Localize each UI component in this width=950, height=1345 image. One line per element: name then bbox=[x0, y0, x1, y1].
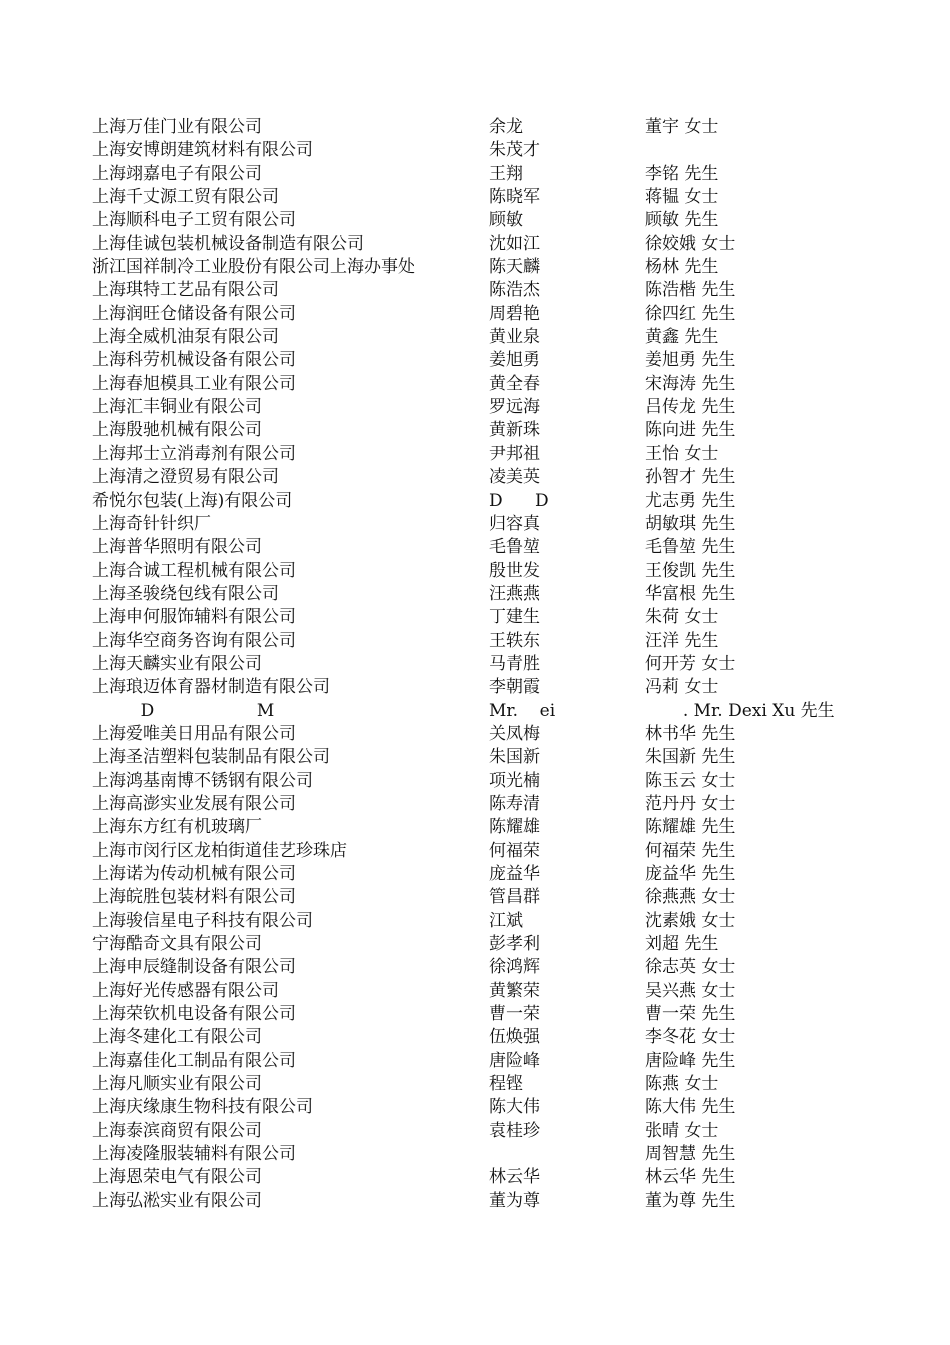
legal-representative-cell: 管昌群 bbox=[489, 887, 540, 908]
legal-representative-cell: 黄新珠 bbox=[489, 420, 540, 441]
table-row bbox=[0, 536, 950, 559]
contact-person-cell: 范丹丹 女士 bbox=[645, 793, 736, 814]
table-row bbox=[0, 793, 950, 816]
contact-person-cell: 徐四红 先生 bbox=[645, 303, 736, 324]
legal-representative-cell: 陈浩杰 bbox=[489, 280, 540, 301]
company-name-cell: 浙江国祥制冷工业股份有限公司上海办事处 bbox=[92, 257, 415, 278]
table-row bbox=[0, 373, 950, 396]
table-row bbox=[0, 303, 950, 326]
company-name-cell: 上海春旭模具工业有限公司 bbox=[92, 373, 296, 394]
company-contact-sheet bbox=[0, 116, 950, 1213]
contact-person-cell: 吴兴燕 女士 bbox=[645, 980, 736, 1001]
company-name-cell: 上海冬建化工有限公司 bbox=[92, 1027, 262, 1048]
legal-representative-cell: Mr. ei bbox=[489, 700, 556, 721]
legal-representative-cell: 凌美英 bbox=[489, 467, 540, 488]
legal-representative-cell: 毛鲁堃 bbox=[489, 537, 540, 558]
table-row bbox=[0, 606, 950, 629]
contact-person-cell: 董宇 女士 bbox=[645, 117, 719, 137]
legal-representative-cell: 朱国新 bbox=[489, 747, 540, 768]
table-row bbox=[0, 886, 950, 909]
company-name-cell: 上海天麟实业有限公司 bbox=[92, 653, 262, 674]
legal-representative-cell: 林云华 bbox=[489, 1167, 540, 1188]
table-row bbox=[0, 653, 950, 676]
legal-representative-cell: 马青胜 bbox=[489, 653, 540, 674]
table-row bbox=[0, 443, 950, 466]
company-name-cell: 上海泰滨商贸有限公司 bbox=[92, 1120, 262, 1141]
company-name-cell: 上海安博朗建筑材料有限公司 bbox=[92, 140, 313, 161]
company-name-cell: 上海圣骏绕包线有限公司 bbox=[92, 583, 279, 604]
table-row bbox=[0, 910, 950, 933]
legal-representative-cell: 曹一荣 bbox=[489, 1004, 540, 1025]
company-name-cell: 上海庆缘康生物科技有限公司 bbox=[92, 1097, 313, 1118]
table-row bbox=[0, 1166, 950, 1189]
table-row bbox=[0, 466, 950, 489]
legal-representative-cell: 董为尊 bbox=[489, 1190, 540, 1211]
company-name-cell: 上海荣钦机电设备有限公司 bbox=[92, 1004, 296, 1025]
contact-person-cell: 陈耀雄 先生 bbox=[645, 817, 736, 838]
legal-representative-cell: 朱茂才 bbox=[489, 140, 540, 161]
legal-representative-cell: 王翔 bbox=[489, 163, 523, 184]
legal-representative-cell: 陈大伟 bbox=[489, 1097, 540, 1118]
contact-person-cell: 华富根 先生 bbox=[645, 583, 736, 604]
contact-person-cell: 李铭 先生 bbox=[645, 163, 719, 184]
table-row bbox=[0, 1073, 950, 1096]
legal-representative-cell: 周碧艳 bbox=[489, 303, 540, 324]
contact-person-cell: 黄鑫 先生 bbox=[645, 327, 719, 348]
contact-person-cell: 毛鲁堃 先生 bbox=[645, 537, 736, 558]
legal-representative-cell: 彭孝利 bbox=[489, 934, 540, 955]
contact-person-cell: 尤志勇 先生 bbox=[645, 490, 736, 511]
table-row bbox=[0, 1050, 950, 1073]
table-row bbox=[0, 560, 950, 583]
legal-representative-cell: 程铿 bbox=[489, 1074, 523, 1095]
contact-person-cell: 朱荷 女士 bbox=[645, 607, 719, 628]
table-row bbox=[0, 349, 950, 372]
company-name-cell: 上海圣洁塑料包装制品有限公司 bbox=[92, 747, 330, 768]
contact-person-cell: 杨林 先生 bbox=[645, 257, 719, 278]
contact-person-cell: 董为尊 先生 bbox=[645, 1190, 736, 1211]
table-row bbox=[0, 279, 950, 302]
table-row bbox=[0, 933, 950, 956]
company-name-cell: 上海万佳门业有限公司 bbox=[92, 117, 262, 137]
table-row bbox=[0, 746, 950, 769]
contact-person-cell: 朱国新 先生 bbox=[645, 747, 736, 768]
company-name-cell: 上海凌隆服装辅料有限公司 bbox=[92, 1144, 296, 1165]
contact-person-cell: 孙智才 先生 bbox=[645, 467, 736, 488]
table-row bbox=[0, 1120, 950, 1143]
legal-representative-cell: 庞益华 bbox=[489, 864, 540, 884]
legal-representative-cell: 归容真 bbox=[489, 513, 540, 534]
company-name-cell: 上海皖胜包装材料有限公司 bbox=[92, 887, 296, 908]
company-name-cell: 上海琪特工艺品有限公司 bbox=[92, 280, 279, 301]
company-name-cell: 上海清之澄贸易有限公司 bbox=[92, 467, 279, 488]
table-row bbox=[0, 490, 950, 513]
company-name-cell: 上海恩荣电气有限公司 bbox=[92, 1167, 262, 1188]
table-row bbox=[0, 723, 950, 746]
legal-representative-cell: 黄繁荣 bbox=[489, 980, 540, 1001]
table-row bbox=[0, 980, 950, 1003]
table-row bbox=[0, 1143, 950, 1166]
table-row bbox=[0, 1190, 950, 1213]
contact-person-cell: 陈燕 女士 bbox=[645, 1074, 719, 1095]
contact-person-cell: 陈浩楷 先生 bbox=[645, 280, 736, 301]
company-name-cell: 宁海酷奇文具有限公司 bbox=[92, 934, 262, 955]
legal-representative-cell: 顾敏 bbox=[489, 210, 523, 231]
contact-person-cell: 徐志英 女士 bbox=[645, 957, 736, 978]
table-row bbox=[0, 513, 950, 536]
company-name-cell: 上海嘉佳化工制品有限公司 bbox=[92, 1050, 296, 1071]
legal-representative-cell: 陈耀雄 bbox=[489, 817, 540, 838]
table-row bbox=[0, 956, 950, 979]
company-name-cell: 上海好光传感器有限公司 bbox=[92, 980, 279, 1001]
contact-person-cell: 王俊凯 先生 bbox=[645, 560, 736, 581]
table-row bbox=[0, 1096, 950, 1119]
legal-representative-cell: 何福荣 bbox=[489, 840, 540, 861]
legal-representative-cell: 汪燕燕 bbox=[489, 583, 540, 604]
legal-representative-cell: 唐险峰 bbox=[489, 1050, 540, 1071]
company-name-cell: 上海申何服饰辅料有限公司 bbox=[92, 607, 296, 628]
company-name-cell: 上海东方红有机玻璃厂 bbox=[92, 817, 262, 838]
contact-person-cell: 陈向进 先生 bbox=[645, 420, 736, 441]
contact-person-cell: 王怡 女士 bbox=[645, 443, 719, 464]
company-name-cell: 上海科劳机械设备有限公司 bbox=[92, 350, 296, 371]
contact-person-cell: 宋海涛 先生 bbox=[645, 373, 736, 394]
contact-person-cell: 庞益华 先生 bbox=[645, 864, 736, 884]
company-name-cell: 上海全威机油泵有限公司 bbox=[92, 327, 279, 348]
table-row bbox=[0, 256, 950, 279]
contact-person-cell: 吕传龙 先生 bbox=[645, 397, 736, 418]
company-name-cell: 上海千丈源工贸有限公司 bbox=[92, 187, 279, 208]
table-row bbox=[0, 233, 950, 256]
company-name-cell: 上海合诚工程机械有限公司 bbox=[92, 560, 296, 581]
contact-person-cell: 周智慧 先生 bbox=[645, 1144, 736, 1165]
table-row bbox=[0, 186, 950, 209]
contact-person-cell: 陈大伟 先生 bbox=[645, 1097, 736, 1118]
legal-representative-cell: 姜旭勇 bbox=[489, 350, 540, 371]
table-row bbox=[0, 1003, 950, 1026]
legal-representative-cell: 黄全春 bbox=[489, 373, 540, 394]
legal-representative-cell: 黄业泉 bbox=[489, 327, 540, 348]
contact-person-cell: 徐姣娥 女士 bbox=[645, 233, 736, 254]
contact-person-cell: 姜旭勇 先生 bbox=[645, 350, 736, 371]
legal-representative-cell: 陈寿清 bbox=[489, 793, 540, 814]
company-name-cell: 上海汇丰铜业有限公司 bbox=[92, 397, 262, 418]
contact-person-cell: . Mr. Dexi Xu 先生 bbox=[645, 700, 835, 721]
contact-person-cell: 林书华 先生 bbox=[645, 723, 736, 744]
contact-person-cell: 沈素娥 女士 bbox=[645, 910, 736, 931]
table-row bbox=[0, 630, 950, 653]
contact-person-cell: 胡敏琪 先生 bbox=[645, 513, 736, 534]
contact-person-cell: 何开芳 女士 bbox=[645, 653, 736, 674]
table-row bbox=[0, 863, 950, 886]
table-row bbox=[0, 139, 950, 162]
company-name-cell: 上海市闵行区龙柏街道佳艺珍珠店 bbox=[92, 840, 347, 861]
legal-representative-cell: 王轶东 bbox=[489, 630, 540, 651]
legal-representative-cell: 尹邦祖 bbox=[489, 443, 540, 464]
table-row bbox=[0, 700, 950, 723]
table-row bbox=[0, 326, 950, 349]
company-name-cell: 上海爱唯美日用品有限公司 bbox=[92, 723, 296, 744]
table-row bbox=[0, 583, 950, 606]
legal-representative-cell: 余龙 bbox=[489, 117, 523, 137]
table-row bbox=[0, 676, 950, 699]
company-name-cell: 上海华空商务咨询有限公司 bbox=[92, 630, 296, 651]
company-name-cell: 上海顺科电子工贸有限公司 bbox=[92, 210, 296, 231]
table-row bbox=[0, 396, 950, 419]
table-row bbox=[0, 816, 950, 839]
contact-person-cell: 何福荣 先生 bbox=[645, 840, 736, 861]
company-name-cell: 上海邦士立消毒剂有限公司 bbox=[92, 443, 296, 464]
company-name-cell: 希悦尔包装(上海)有限公司 bbox=[92, 490, 293, 511]
company-name-cell: D M bbox=[92, 700, 275, 721]
contact-person-cell: 蒋韫 女士 bbox=[645, 187, 719, 208]
contact-person-cell: 李冬花 女士 bbox=[645, 1027, 736, 1048]
legal-representative-cell: 丁建生 bbox=[489, 607, 540, 628]
table-row bbox=[0, 419, 950, 442]
legal-representative-cell: 徐鸿辉 bbox=[489, 957, 540, 978]
company-name-cell: 上海奇针针织厂 bbox=[92, 513, 211, 534]
legal-representative-cell: 陈晓军 bbox=[489, 187, 540, 208]
table-row bbox=[0, 770, 950, 793]
company-name-cell: 上海普华照明有限公司 bbox=[92, 537, 262, 558]
contact-person-cell: 冯莉 女士 bbox=[645, 677, 719, 698]
legal-representative-cell: 罗远海 bbox=[489, 397, 540, 418]
legal-representative-cell: 袁桂珍 bbox=[489, 1120, 540, 1141]
contact-person-cell: 曹一荣 先生 bbox=[645, 1004, 736, 1025]
contact-person-cell: 林云华 先生 bbox=[645, 1167, 736, 1188]
legal-representative-cell: 沈如江 bbox=[489, 233, 540, 254]
legal-representative-cell: D D bbox=[489, 490, 549, 511]
company-name-cell: 上海申辰缝制设备有限公司 bbox=[92, 957, 296, 978]
table-row bbox=[0, 1026, 950, 1049]
table-row bbox=[0, 840, 950, 863]
company-name-cell: 上海凡顺实业有限公司 bbox=[92, 1074, 262, 1095]
company-name-cell: 上海殷驰机械有限公司 bbox=[92, 420, 262, 441]
company-name-cell: 上海琅迈体育器材制造有限公司 bbox=[92, 677, 330, 698]
contact-person-cell: 徐燕燕 女士 bbox=[645, 887, 736, 908]
legal-representative-cell: 关凤梅 bbox=[489, 723, 540, 744]
legal-representative-cell: 殷世发 bbox=[489, 560, 540, 581]
company-name-cell: 上海高澎实业发展有限公司 bbox=[92, 793, 296, 814]
contact-person-cell: 汪洋 先生 bbox=[645, 630, 719, 651]
contact-person-cell: 张晴 女士 bbox=[645, 1120, 719, 1141]
legal-representative-cell: 李朝霞 bbox=[489, 677, 540, 698]
company-name-cell: 上海骏信星电子科技有限公司 bbox=[92, 910, 313, 931]
contact-person-cell: 陈玉云 女士 bbox=[645, 770, 736, 791]
company-name-cell: 上海佳诚包装机械设备制造有限公司 bbox=[92, 233, 364, 254]
company-name-cell: 上海诺为传动机械有限公司 bbox=[92, 864, 296, 884]
legal-representative-cell: 伍焕强 bbox=[489, 1027, 540, 1048]
legal-representative-cell: 陈天麟 bbox=[489, 257, 540, 278]
contact-person-cell: 唐险峰 先生 bbox=[645, 1050, 736, 1071]
table-row bbox=[0, 116, 950, 139]
table-row bbox=[0, 209, 950, 232]
contact-person-cell: 顾敏 先生 bbox=[645, 210, 719, 231]
contact-person-cell: 刘超 先生 bbox=[645, 934, 719, 955]
company-name-cell: 上海弘淞实业有限公司 bbox=[92, 1190, 262, 1211]
legal-representative-cell: 江斌 bbox=[489, 910, 523, 931]
legal-representative-cell: 项光楠 bbox=[489, 770, 540, 791]
company-name-cell: 上海鸿基南博不锈钢有限公司 bbox=[92, 770, 313, 791]
table-row bbox=[0, 163, 950, 186]
company-name-cell: 上海润旺仓储设备有限公司 bbox=[92, 303, 296, 324]
company-name-cell: 上海翊嘉电子有限公司 bbox=[92, 163, 262, 184]
